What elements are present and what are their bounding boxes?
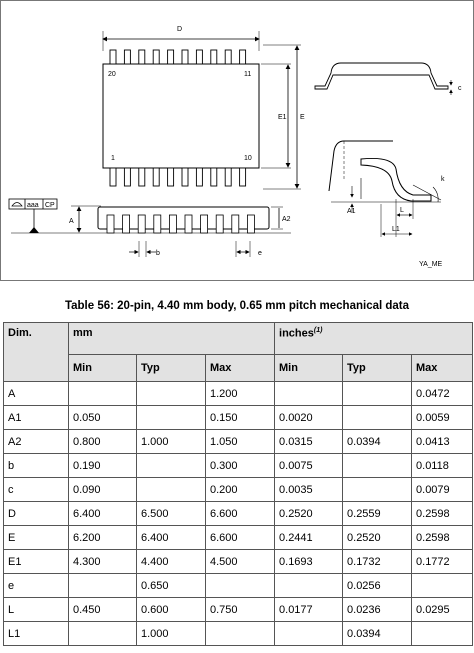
label-pin11: 11 bbox=[244, 71, 252, 78]
cell-mm-min: 0.190 bbox=[69, 454, 137, 478]
label-a: A bbox=[69, 218, 74, 225]
lead bbox=[110, 168, 116, 186]
cell-in-min: 0.2520 bbox=[275, 502, 343, 526]
label-b: b bbox=[156, 250, 160, 257]
cell-dim: b bbox=[4, 454, 69, 478]
cell-dim: e bbox=[4, 574, 69, 598]
cell-mm-min: 4.300 bbox=[69, 550, 137, 574]
cell-in-max: 0.1772 bbox=[412, 550, 473, 574]
top-view bbox=[103, 26, 305, 189]
cell-dim: c bbox=[4, 478, 69, 502]
mechanical-data-table bbox=[3, 322, 473, 646]
table-row bbox=[4, 430, 473, 454]
cell-in-typ bbox=[343, 382, 412, 406]
cell-mm-max: 0.200 bbox=[206, 478, 275, 502]
table-row bbox=[4, 502, 473, 526]
table-row bbox=[4, 622, 473, 646]
table-row bbox=[4, 454, 473, 478]
cell-mm-typ: 1.000 bbox=[137, 622, 206, 646]
cell-mm-min: 0.050 bbox=[69, 406, 137, 430]
lead bbox=[168, 50, 174, 64]
lead bbox=[240, 168, 246, 186]
header-inches-label: inches bbox=[279, 327, 314, 340]
label-l: L bbox=[400, 207, 404, 214]
header-mm: mm bbox=[69, 323, 275, 355]
cell-in-min: 0.0315 bbox=[275, 430, 343, 454]
cell-in-max: 0.0295 bbox=[412, 598, 473, 622]
cell-in-max bbox=[412, 574, 473, 598]
label-aaa: aaa bbox=[27, 202, 39, 209]
cell-mm-min bbox=[69, 622, 137, 646]
side-lead bbox=[169, 215, 176, 233]
cell-in-typ: 0.1732 bbox=[343, 550, 412, 574]
side-view bbox=[9, 199, 291, 257]
cell-mm-max: 0.150 bbox=[206, 406, 275, 430]
label-pin1: 1 bbox=[111, 155, 115, 162]
cell-in-typ: 0.2559 bbox=[343, 502, 412, 526]
cell-in-min: 0.0020 bbox=[275, 406, 343, 430]
header-dim: Dim. bbox=[4, 323, 69, 382]
cell-mm-min: 0.800 bbox=[69, 430, 137, 454]
cell-dim: A2 bbox=[4, 430, 69, 454]
cell-in-max: 0.2598 bbox=[412, 502, 473, 526]
cell-mm-max: 0.300 bbox=[206, 454, 275, 478]
end-view bbox=[315, 63, 462, 95]
cell-mm-typ: 0.650 bbox=[137, 574, 206, 598]
side-lead bbox=[123, 215, 130, 233]
cell-in-typ bbox=[343, 454, 412, 478]
cell-mm-typ: 6.400 bbox=[137, 526, 206, 550]
cell-mm-typ: 4.400 bbox=[137, 550, 206, 574]
side-lead bbox=[247, 215, 254, 233]
cell-mm-max: 6.600 bbox=[206, 526, 275, 550]
cell-in-max: 0.0413 bbox=[412, 430, 473, 454]
detail-view bbox=[329, 141, 445, 237]
cell-in-min: 0.2441 bbox=[275, 526, 343, 550]
cell-in-min bbox=[275, 622, 343, 646]
lead bbox=[139, 168, 145, 186]
cell-in-typ: 0.0236 bbox=[343, 598, 412, 622]
label-c: c bbox=[458, 85, 462, 92]
cell-in-max: 0.0079 bbox=[412, 478, 473, 502]
cell-mm-typ bbox=[137, 406, 206, 430]
cell-in-max: 0.2598 bbox=[412, 526, 473, 550]
cell-mm-max: 4.500 bbox=[206, 550, 275, 574]
label-e: E bbox=[300, 114, 305, 121]
cell-in-typ bbox=[343, 406, 412, 430]
label-k: k bbox=[441, 176, 445, 183]
cell-mm-min: 6.400 bbox=[69, 502, 137, 526]
side-lead bbox=[138, 215, 145, 233]
table-subheader-row bbox=[4, 355, 473, 382]
table-row bbox=[4, 526, 473, 550]
lead bbox=[124, 50, 130, 64]
cell-in-typ: 0.0256 bbox=[343, 574, 412, 598]
cell-in-min: 0.1693 bbox=[275, 550, 343, 574]
cell-mm-min: 0.090 bbox=[69, 478, 137, 502]
cell-mm-min: 6.200 bbox=[69, 526, 137, 550]
table-row bbox=[4, 478, 473, 502]
cell-mm-typ: 0.600 bbox=[137, 598, 206, 622]
cell-in-typ: 0.0394 bbox=[343, 430, 412, 454]
subheader-mm-max: Max bbox=[206, 355, 275, 382]
cell-in-typ: 0.0394 bbox=[343, 622, 412, 646]
lead bbox=[124, 168, 130, 186]
footnote-ref: (1) bbox=[313, 327, 323, 334]
cell-in-min: 0.0035 bbox=[275, 478, 343, 502]
side-lead bbox=[232, 215, 239, 233]
lead bbox=[225, 50, 231, 64]
cell-mm-typ: 1.000 bbox=[137, 430, 206, 454]
lead bbox=[110, 50, 116, 64]
label-cp: CP bbox=[45, 202, 55, 209]
label-d: D bbox=[177, 26, 183, 33]
cell-in-min: 0.0177 bbox=[275, 598, 343, 622]
package-drawing-svg bbox=[1, 1, 474, 282]
subheader-in-typ: Typ bbox=[343, 355, 412, 382]
package-outline-drawing bbox=[0, 0, 474, 281]
cell-in-max: 0.0118 bbox=[412, 454, 473, 478]
cell-in-min bbox=[275, 382, 343, 406]
cell-in-min bbox=[275, 574, 343, 598]
cell-in-max: 0.0472 bbox=[412, 382, 473, 406]
lead bbox=[196, 50, 202, 64]
subheader-in-max: Max bbox=[412, 355, 473, 382]
cell-mm-typ bbox=[137, 454, 206, 478]
cell-dim: E1 bbox=[4, 550, 69, 574]
subheader-mm-typ: Typ bbox=[137, 355, 206, 382]
lead bbox=[225, 168, 231, 186]
label-e-pitch: e bbox=[258, 250, 262, 257]
cell-dim: A1 bbox=[4, 406, 69, 430]
lead bbox=[182, 168, 188, 186]
cell-in-typ: 0.2520 bbox=[343, 526, 412, 550]
cell-mm-typ bbox=[137, 382, 206, 406]
lead bbox=[153, 168, 159, 186]
label-a1: A1 bbox=[347, 208, 356, 215]
side-lead bbox=[216, 215, 223, 233]
side-lead bbox=[154, 215, 161, 233]
lead bbox=[196, 168, 202, 186]
lead bbox=[211, 168, 217, 186]
lead bbox=[168, 168, 174, 186]
table-row bbox=[4, 550, 473, 574]
side-lead bbox=[185, 215, 192, 233]
lead bbox=[211, 50, 217, 64]
cell-mm-max: 6.600 bbox=[206, 502, 275, 526]
lead bbox=[153, 50, 159, 64]
cell-mm-typ: 6.500 bbox=[137, 502, 206, 526]
side-lead bbox=[201, 215, 208, 233]
label-a2: A2 bbox=[282, 216, 291, 223]
cell-dim: E bbox=[4, 526, 69, 550]
header-inches bbox=[275, 323, 473, 355]
cell-dim: L bbox=[4, 598, 69, 622]
subheader-in-min: Min bbox=[275, 355, 343, 382]
table-header-row bbox=[4, 323, 473, 355]
table-row bbox=[4, 598, 473, 622]
table-row bbox=[4, 574, 473, 598]
cell-in-max: 0.0059 bbox=[412, 406, 473, 430]
lead bbox=[182, 50, 188, 64]
cell-dim: A bbox=[4, 382, 69, 406]
label-e1: E1 bbox=[278, 114, 287, 121]
lead bbox=[240, 50, 246, 64]
cell-dim: D bbox=[4, 502, 69, 526]
cell-mm-min bbox=[69, 574, 137, 598]
cell-mm-max: 1.200 bbox=[206, 382, 275, 406]
label-pin20: 20 bbox=[108, 71, 116, 78]
label-l1: L1 bbox=[392, 226, 400, 233]
cell-mm-typ bbox=[137, 478, 206, 502]
cell-in-max bbox=[412, 622, 473, 646]
cell-in-typ bbox=[343, 478, 412, 502]
table-body bbox=[4, 382, 473, 646]
table-row bbox=[4, 382, 473, 406]
table-row bbox=[4, 406, 473, 430]
lead bbox=[139, 50, 145, 64]
label-pin10: 10 bbox=[244, 155, 252, 162]
cell-mm-min: 0.450 bbox=[69, 598, 137, 622]
subheader-mm-min: Min bbox=[69, 355, 137, 382]
drawing-reference: YA_ME bbox=[419, 261, 443, 268]
table-caption: Table 56: 20-pin, 4.40 mm body, 0.65 mm pitch mechanical data bbox=[64, 300, 410, 312]
cell-mm-max bbox=[206, 622, 275, 646]
cell-mm-max: 1.050 bbox=[206, 430, 275, 454]
side-lead bbox=[107, 215, 114, 233]
cell-mm-max bbox=[206, 574, 275, 598]
cell-dim: L1 bbox=[4, 622, 69, 646]
cell-mm-min bbox=[69, 382, 137, 406]
cell-in-min: 0.0075 bbox=[275, 454, 343, 478]
cell-mm-max: 0.750 bbox=[206, 598, 275, 622]
